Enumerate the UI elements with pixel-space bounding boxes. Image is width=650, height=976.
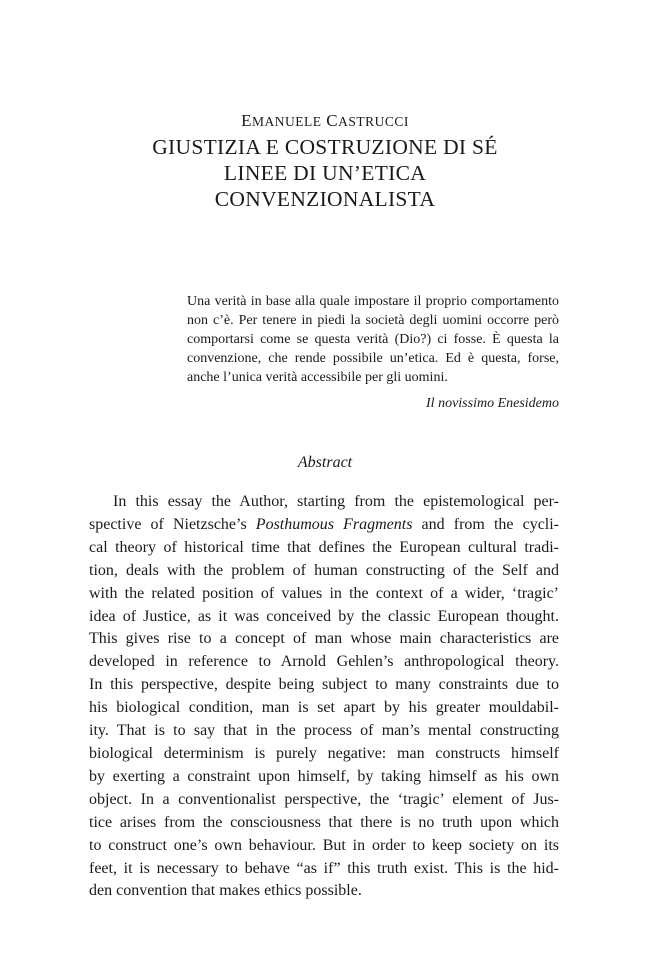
abstract-line: feet, it is necessary to behave “as if” this truth exist. This is the hid-	[89, 859, 559, 877]
epigraph-text: Una verità in base alla quale impostare il proprio comportamento non c’è. Per tenere in piedi la società degli uomini occorre però comportarsi come se questa verità (Dio?) ci fosse. È questa la convenzione, che rende possibile un’etica. Ed è questa, forse, anche l’unica verità accessibile per gli uomini.	[187, 294, 559, 385]
abstract-line: tion, deals with the problem of human constructing of the Self and	[89, 561, 559, 579]
abstract-line: idea of Justice, as it was conceived by the classic European thought.	[89, 607, 559, 625]
abstract-body	[89, 491, 559, 903]
paper-title	[0, 134, 650, 212]
book-title: Posthumous Fragments	[255, 515, 413, 533]
epigraph	[187, 292, 559, 387]
abstract-line: with the related position of values in the context of a wider, ‘tragic’	[89, 584, 559, 602]
epigraph-attribution: Il novissimo Enesidemo	[426, 396, 559, 411]
title-line-1: GIUSTIZIA E COSTRUZIONE DI SÉ	[152, 135, 498, 159]
abstract-line: In this perspective, despite being subject to many constraints due to	[89, 676, 559, 694]
title-line-3: CONVENZIONALISTA	[214, 187, 436, 211]
title-line-2: LINEE DI UN’ETICA	[223, 161, 427, 185]
abstract-line: spective of Nietzsche’s Posthumous Fragments and from the cycli-	[89, 515, 560, 533]
abstract-line: den convention that makes ethics possible.	[89, 882, 362, 900]
abstract-line: by exerting a constraint upon himself, by taking himself as his own	[89, 767, 559, 785]
abstract-line: cal theory of historical time that defines the European cultural tradi-	[89, 538, 559, 556]
abstract-line: tice arises from the consciousness that there is no truth upon which	[89, 813, 559, 831]
abstract-line: to construct one’s own behaviour. But in order to keep society on its	[89, 836, 559, 854]
abstract-line: biological determinism is purely negative: man constructs himself	[89, 744, 559, 762]
abstract-heading: Abstract	[297, 454, 353, 471]
abstract-line: This gives rise to a concept of man whose main characteristics are	[89, 630, 559, 648]
abstract-line: his biological condition, man is set apart by his greater mouldabil-	[89, 699, 559, 717]
abstract-line: ity. That is to say that in the process of man’s mental constructing	[89, 722, 559, 740]
author-name: EMANUELE CASTRUCCI	[241, 111, 409, 130]
abstract-line: object. In a conventionalist perspective, the ‘tragic’ element of Jus-	[89, 790, 559, 808]
abstract-line: In this essay the Author, starting from the epistemological per-	[113, 493, 559, 510]
abstract-line: developed in reference to Arnold Gehlen’s anthropological theory.	[89, 653, 559, 671]
